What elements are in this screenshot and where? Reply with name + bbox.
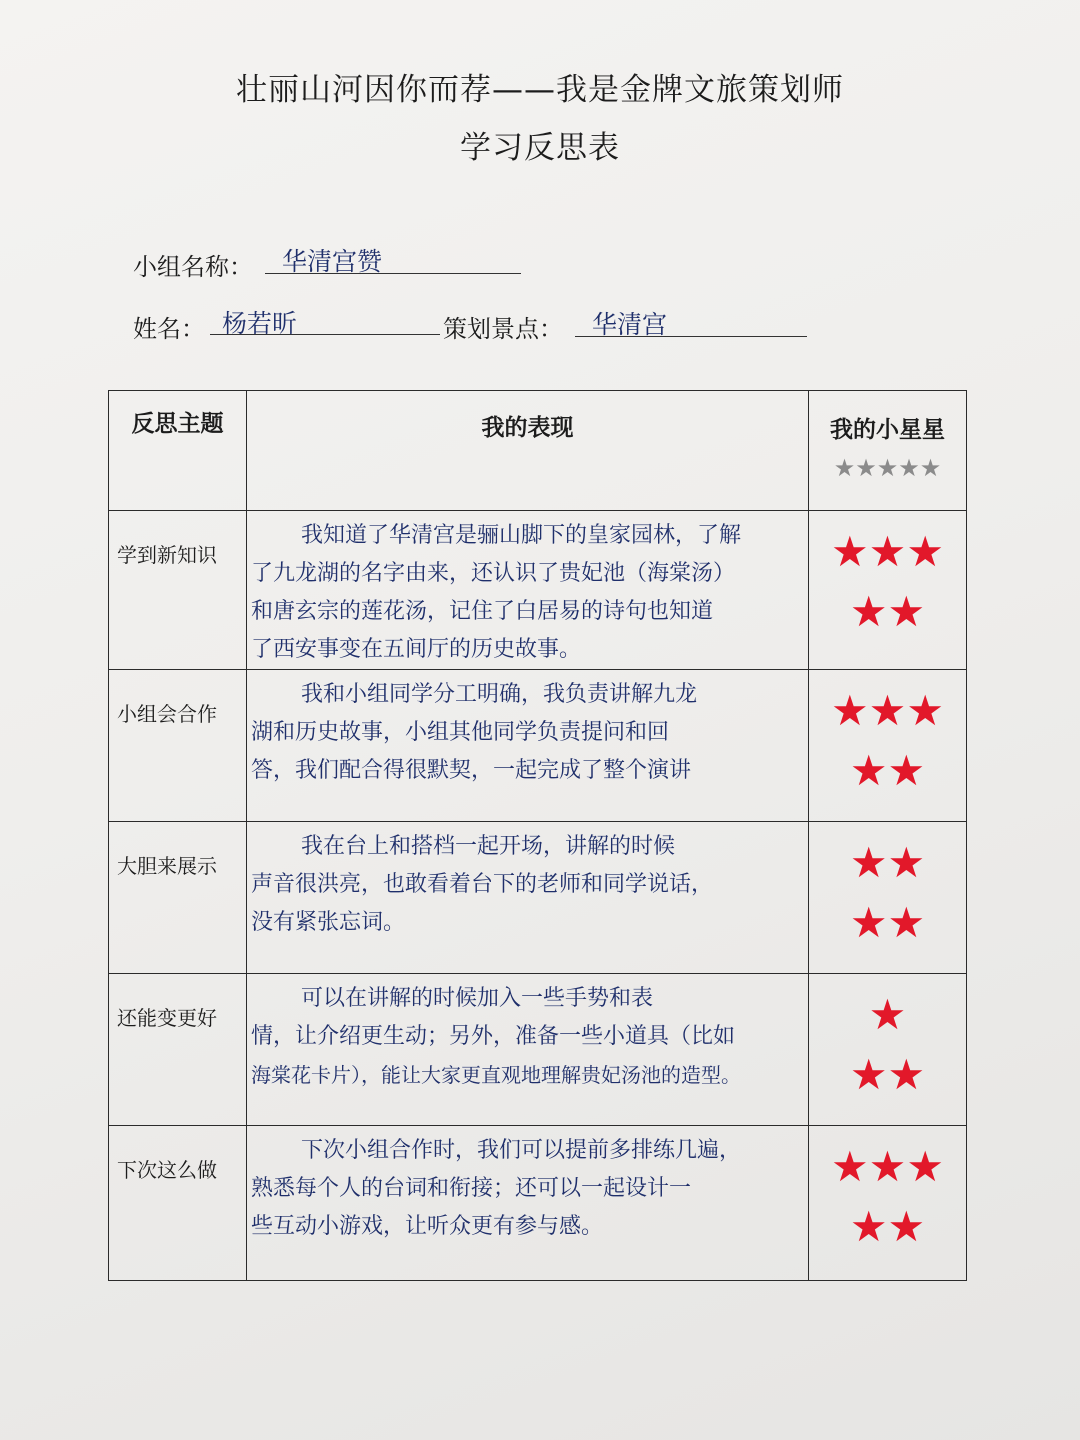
red-star-icon: ★★	[849, 1202, 926, 1251]
performance-line: 湖和历史故事，小组其他同学负责提问和回	[251, 720, 670, 745]
row-performance	[247, 670, 809, 822]
student-name-label: 姓名：	[133, 315, 205, 343]
performance-line: 海棠花卡片），能让大家更直观地理解贵妃汤池的造型。	[251, 1063, 741, 1087]
header-stars-label: 我的小星星	[830, 417, 945, 443]
row-topic: 小组会合作	[109, 670, 247, 822]
red-star-icon: ★★★	[831, 527, 944, 576]
rating-scale-stars-icon: ★★★★★	[833, 454, 942, 482]
performance-line: 我和小组同学分工明确，我负责讲解九龙	[301, 682, 698, 707]
table-row	[109, 974, 967, 1126]
row-topic: 还能变更好	[109, 974, 247, 1126]
performance-line: 可以在讲解的时候加入一些手势和表	[301, 986, 654, 1011]
performance-line: 了九龙湖的名字由来，还认识了贵妃池（海棠汤）	[251, 561, 736, 586]
header-stars	[809, 391, 967, 511]
table-row	[109, 670, 967, 822]
row-stars	[809, 822, 967, 974]
worksheet-subtitle: 学习反思表	[460, 130, 620, 166]
row-topic: 学到新知识	[109, 511, 247, 670]
red-star-icon: ★★	[849, 838, 926, 887]
red-star-icon: ★★	[849, 1050, 926, 1099]
row-stars	[809, 670, 967, 822]
header-performance: 我的表现	[247, 391, 809, 511]
row-performance	[247, 822, 809, 974]
red-star-icon: ★★★	[831, 1142, 944, 1191]
group-name-value: 华清宫赞	[282, 247, 383, 276]
header-topic: 反思主题	[109, 391, 247, 511]
red-star-icon: ★★	[849, 746, 926, 795]
spot-value: 华清宫	[592, 310, 668, 339]
row-stars	[809, 974, 967, 1126]
red-star-icon: ★	[868, 990, 907, 1039]
row-topic: 大胆来展示	[109, 822, 247, 974]
performance-line: 了西安事变在五间厅的历史故事。	[251, 637, 582, 662]
performance-line: 情，让介绍更生动；另外，准备一些小道具（比如	[251, 1024, 736, 1049]
red-star-icon: ★★	[849, 898, 926, 947]
table-row	[109, 1126, 967, 1281]
reflection-table	[108, 390, 967, 1281]
row-topic: 下次这么做	[109, 1126, 247, 1281]
performance-line: 没有紧张忘词。	[251, 910, 406, 935]
table-row	[109, 511, 967, 670]
performance-line: 熟悉每个人的台词和衔接；还可以一起设计一	[251, 1176, 692, 1201]
performance-line: 声音很洪亮，也敢看着台下的老师和同学说话，	[251, 872, 714, 897]
row-stars	[809, 1126, 967, 1281]
row-performance	[247, 1126, 809, 1281]
student-name-value: 杨若昕	[222, 309, 298, 338]
row-performance	[247, 974, 809, 1126]
group-name-label: 小组名称：	[133, 253, 253, 281]
table-header-row	[109, 391, 967, 511]
performance-line: 答，我们配合得很默契，一起完成了整个演讲	[251, 758, 692, 783]
table-row	[109, 822, 967, 974]
row-stars	[809, 511, 967, 670]
red-star-icon: ★★	[849, 587, 926, 636]
worksheet-title: 壮丽山河因你而荐——我是金牌文旅策划师	[236, 72, 844, 108]
performance-line: 我知道了华清宫是骊山脚下的皇家园林，了解	[301, 523, 742, 548]
performance-line: 我在台上和搭档一起开场，讲解的时候	[301, 834, 676, 859]
red-star-icon: ★★★	[831, 686, 944, 735]
performance-line: 和唐玄宗的莲花汤，记住了白居易的诗句也知道	[251, 599, 714, 624]
performance-line: 下次小组合作时，我们可以提前多排练几遍，	[301, 1138, 742, 1163]
performance-line: 些互动小游戏，让听众更有参与感。	[251, 1214, 604, 1239]
spot-label: 策划景点：	[443, 315, 563, 343]
row-performance	[247, 511, 809, 670]
